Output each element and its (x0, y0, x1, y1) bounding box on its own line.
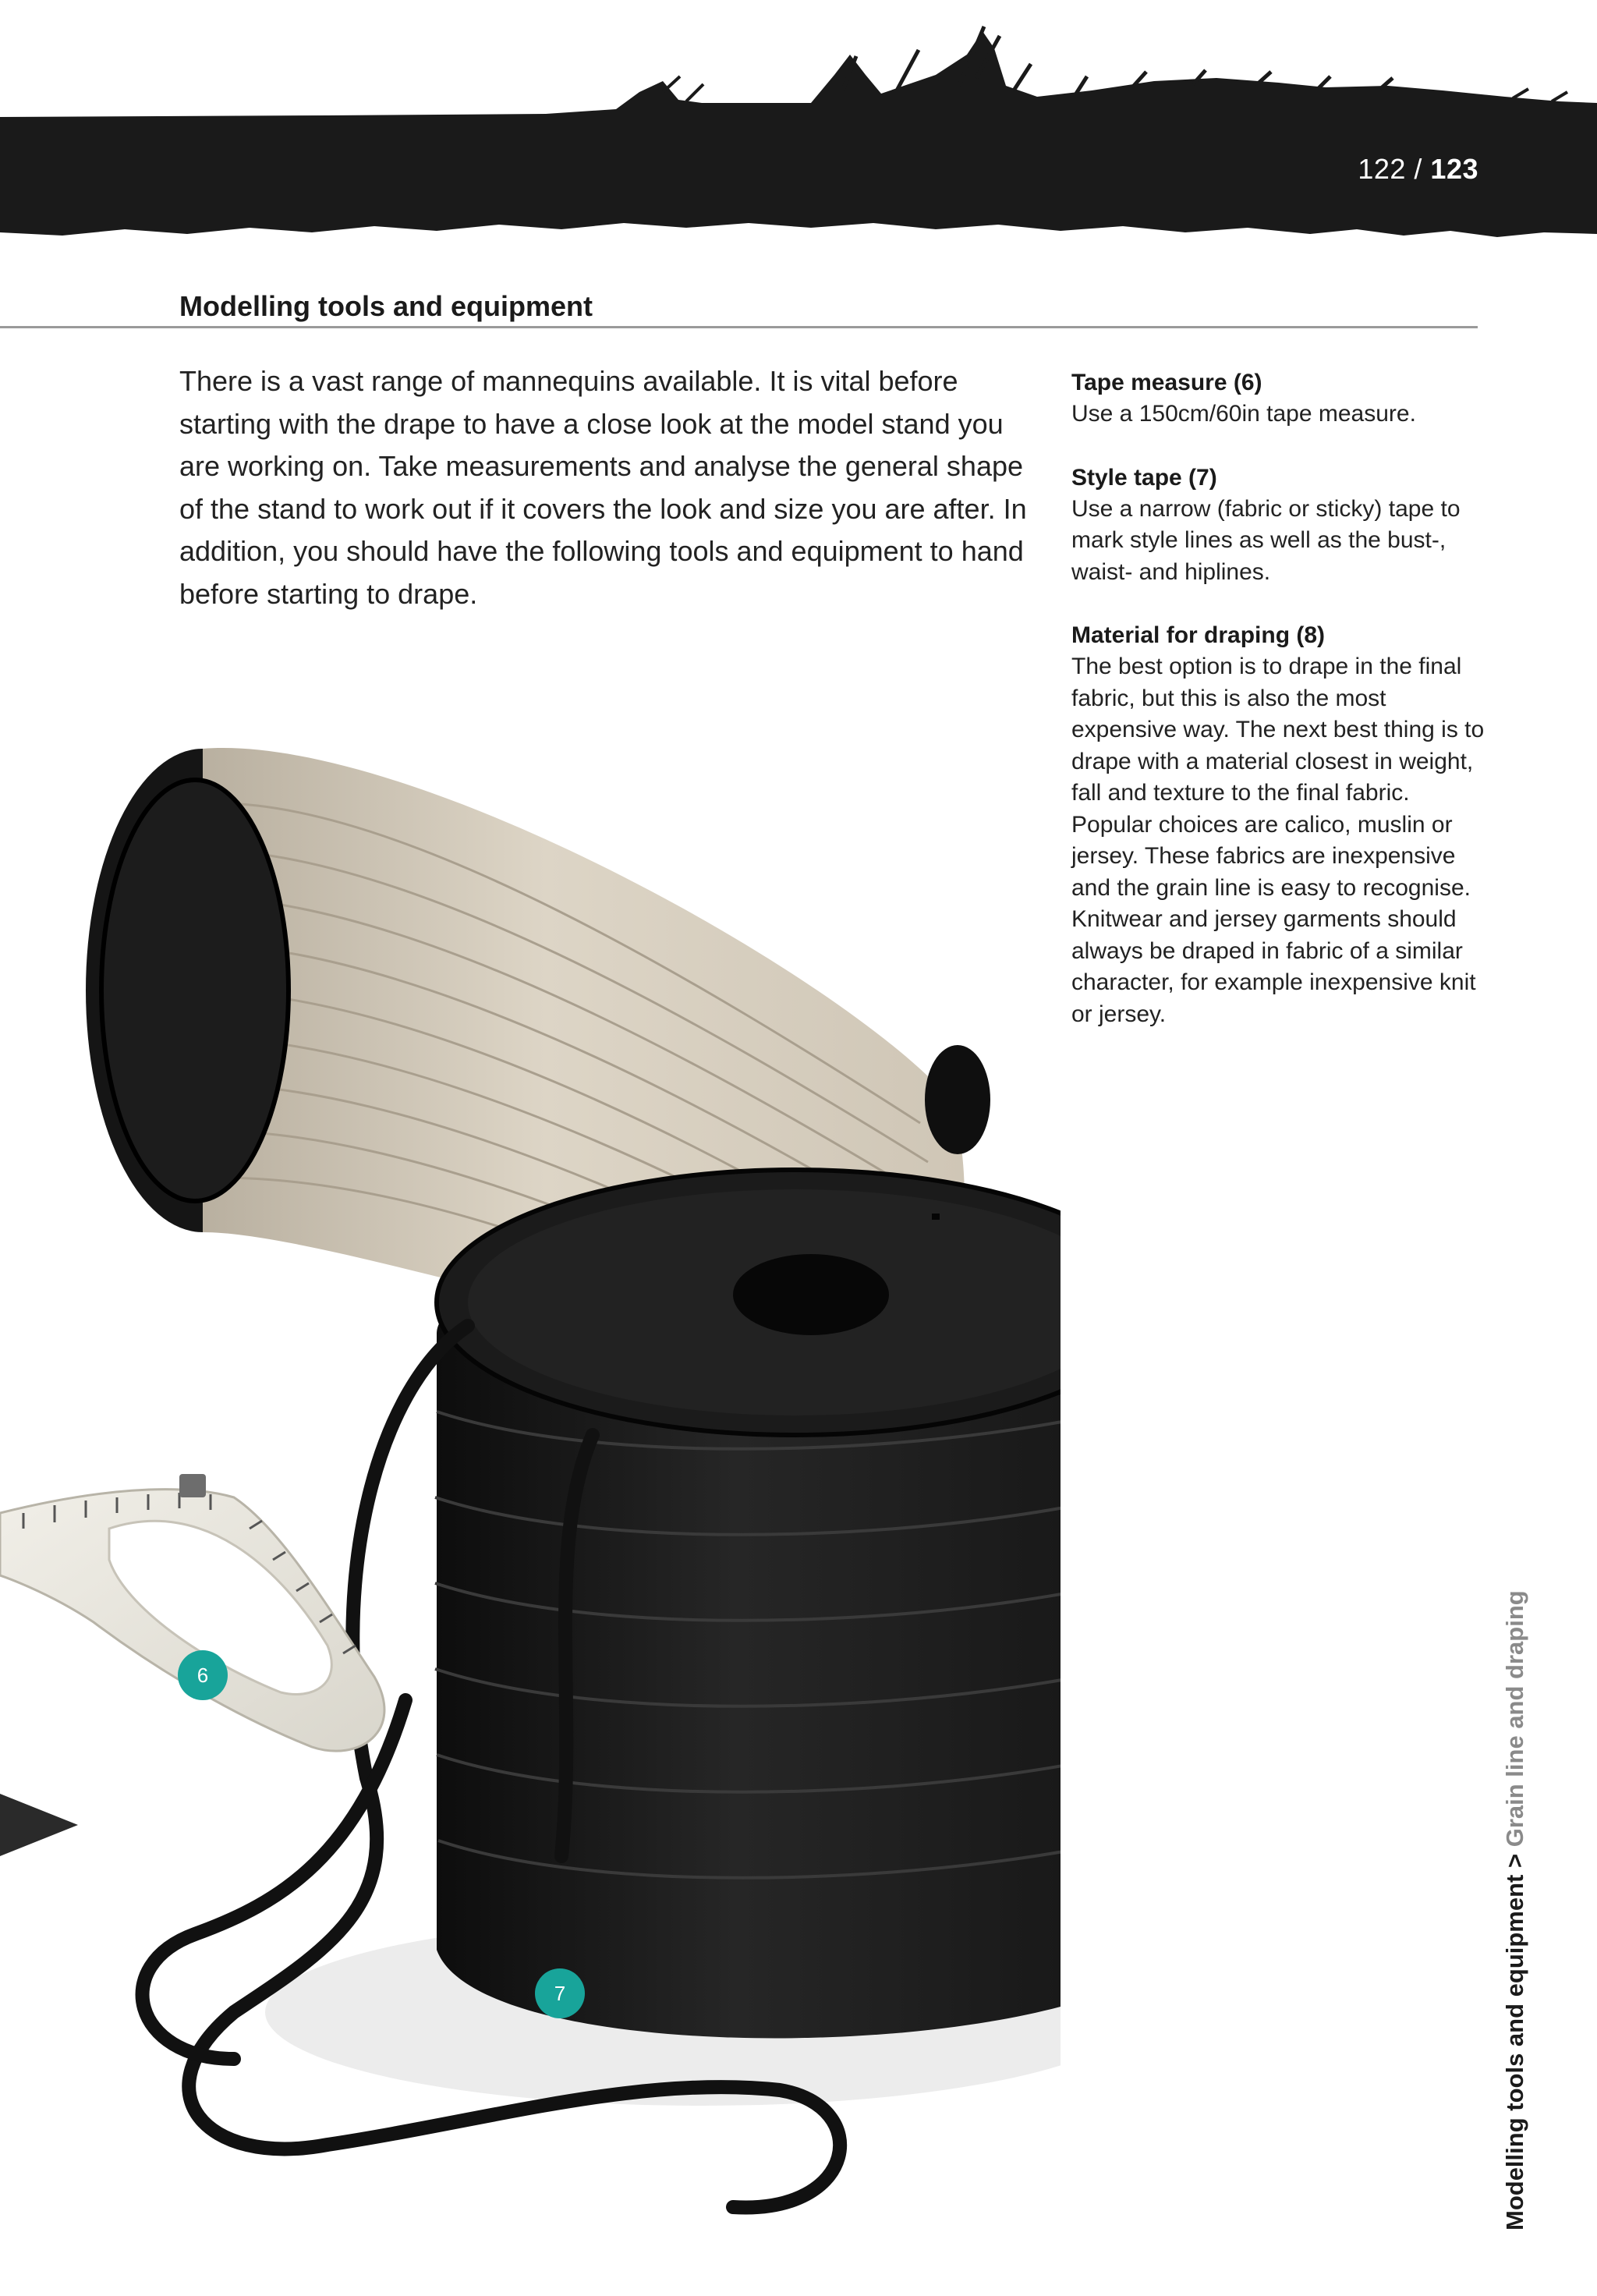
section-divider (0, 326, 1478, 328)
page-number (1358, 153, 1478, 186)
entry-title: Style tape (7) (1071, 464, 1217, 491)
tools-list (1071, 367, 1485, 1061)
page-number-separator: / (1405, 153, 1431, 185)
section-title: Modelling tools and equipment (179, 290, 593, 322)
entry-title: Material for draping (8) (1071, 622, 1326, 648)
entry-body: The best option is to drape in the final fabric, but this is also the most expensive way. The next best thing is to drape with a material closest in weight, fall and texture to the final fabric. Popular choices are calico, muslin or jersey. These fabrics are inexpensive and the grain line is easy to recognise. Knitwear and jersey garments should always be draped in fabric of a similar character, for example inexpensive knit or jersey. (1071, 654, 1485, 1027)
entry-tape-measure (1071, 367, 1485, 430)
spools-and-tape-photo (0, 686, 1061, 2296)
black-elastic-spool (435, 1170, 1061, 2038)
crumb-separator: > (1501, 1847, 1528, 1875)
entry-body: Use a 150cm/60in tape measure. (1071, 401, 1416, 427)
callout-style-tape: 7 (535, 1968, 585, 2018)
page-number-left: 122 (1358, 153, 1406, 185)
entry-style-tape (1071, 462, 1485, 589)
crumb-current: Grain line and draping (1501, 1590, 1528, 1848)
entry-material-for-draping (1071, 619, 1485, 1030)
entry-body: Use a narrow (fabric or sticky) tape to mark style lines as well as the bust-, waist- and hiplines. (1071, 495, 1461, 585)
running-footer-breadcrumb (1501, 1590, 1529, 2230)
crumb-parent: Modelling tools and equipment (1501, 1874, 1528, 2230)
page-number-right: 123 (1430, 153, 1478, 185)
intro-paragraph: There is a vast range of mannequins available. It is vital before starting with the drape to have a close look at the model stand you are working on. Take measurements and analyse the general shape of the stand to work out if it covers the look and size you are after. In addition, you should have the following tools and equipment to hand before starting to drape. (179, 365, 1027, 610)
callout-tape-measure: 6 (178, 1650, 228, 1700)
entry-title: Tape measure (6) (1071, 370, 1262, 395)
header-brush-band (0, 0, 1597, 265)
